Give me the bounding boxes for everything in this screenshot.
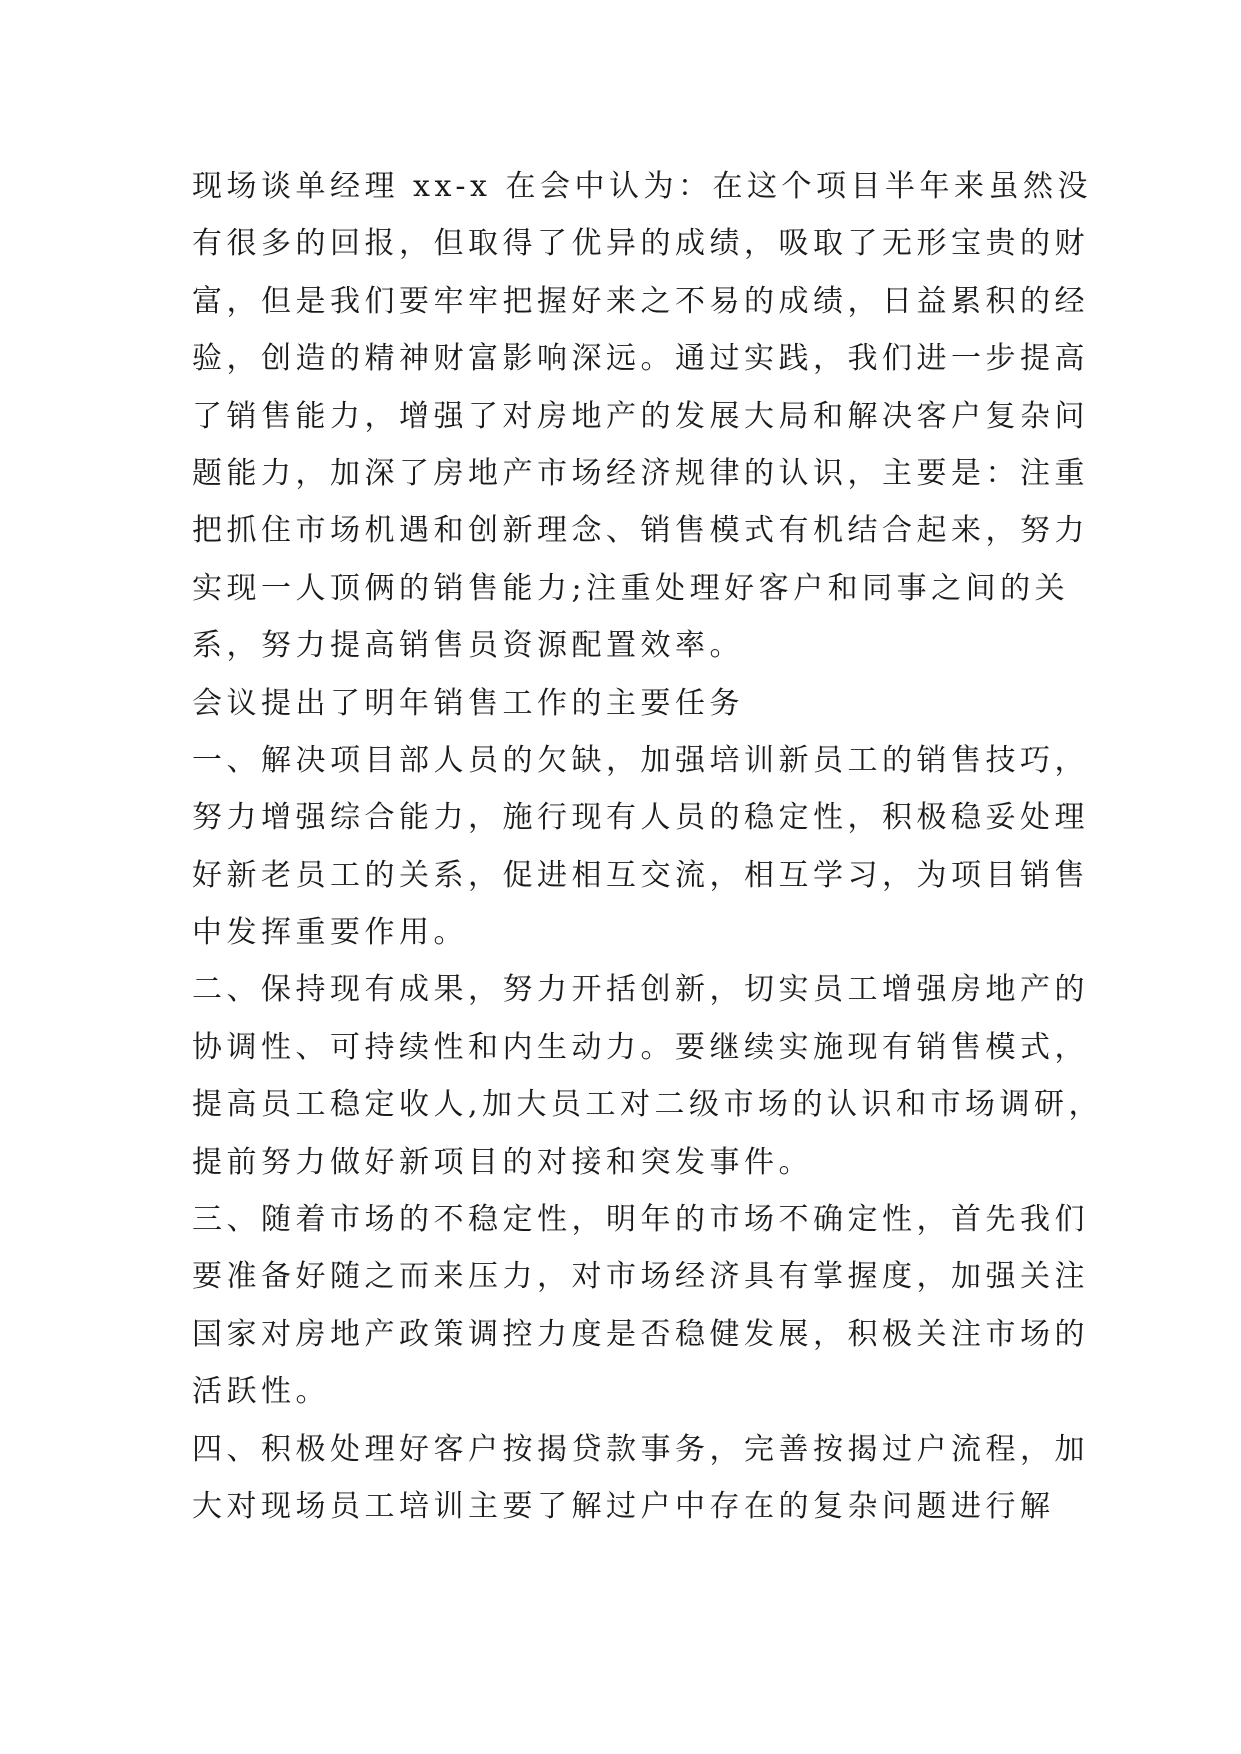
text-line: 好新老员工的关系，促进相互交流，相互学习，为项目销售	[192, 857, 1089, 893]
text-line: 四、积极处理好客户按揭贷款事务，完善按揭过户流程，加	[192, 1431, 1089, 1467]
text-line: 富，但是我们要牢牢把握好来之不易的成绩，日益累积的经	[192, 283, 1089, 319]
document-body	[192, 158, 1104, 1535]
text-line: 要准备好随之而来压力，对市场经济具有掌握度，加强关注	[192, 1259, 1089, 1295]
text-line: 努力增强综合能力，施行现有人员的稳定性，积极稳妥处理	[192, 800, 1089, 836]
text-line: 大对现场员工培训主要了解过户中存在的复杂问题进行解	[192, 1488, 1055, 1524]
text-line: 提前努力做好新项目的对接和突发事件。	[192, 1144, 813, 1180]
text-line: 活跃性。	[192, 1374, 330, 1410]
text-line: 系，努力提高销售员资源配置效率。	[192, 628, 744, 664]
text-line: 三、随着市场的不稳定性，明年的市场不确定性，首先我们	[192, 1202, 1089, 1238]
text-line: 题能力，加深了房地产市场经济规律的认识，主要是：注重	[192, 455, 1089, 491]
text-line: 现场谈单经理 xx-x 在会中认为：在这个项目半年来虽然没	[192, 169, 1092, 204]
text-line: 国家对房地产政策调控力度是否稳健发展，积极关注市场的	[192, 1316, 1089, 1352]
text-line: 把抓住市场机遇和创新理念、销售模式有机结合起来，努力	[192, 513, 1089, 549]
text-line: 提高员工稳定收人,加大员工对二级市场的认识和市场调研，	[192, 1087, 1104, 1123]
text-line: 验，创造的精神财富影响深远。通过实践，我们进一步提高	[192, 341, 1089, 377]
text-line: 二、保持现有成果，努力开括创新，切实员工增强房地产的	[192, 972, 1089, 1008]
text-line: 实现一人顶俩的销售能力;注重处理好客户和同事之间的关	[192, 570, 1070, 606]
text-line: 协调性、可持续性和内生动力。要继续实施现有销售模式，	[192, 1029, 1089, 1065]
section-heading: 会议提出了明年销售工作的主要任务	[192, 685, 744, 721]
text-line: 了销售能力，增强了对房地产的发展大局和解决客户复杂问	[192, 398, 1089, 434]
text-line: 有很多的回报，但取得了优异的成绩，吸取了无形宝贵的财	[192, 226, 1089, 262]
text-line: 中发挥重要作用。	[192, 915, 468, 951]
text-line: 一、解决项目部人员的欠缺，加强培训新员工的销售技巧，	[192, 742, 1089, 778]
